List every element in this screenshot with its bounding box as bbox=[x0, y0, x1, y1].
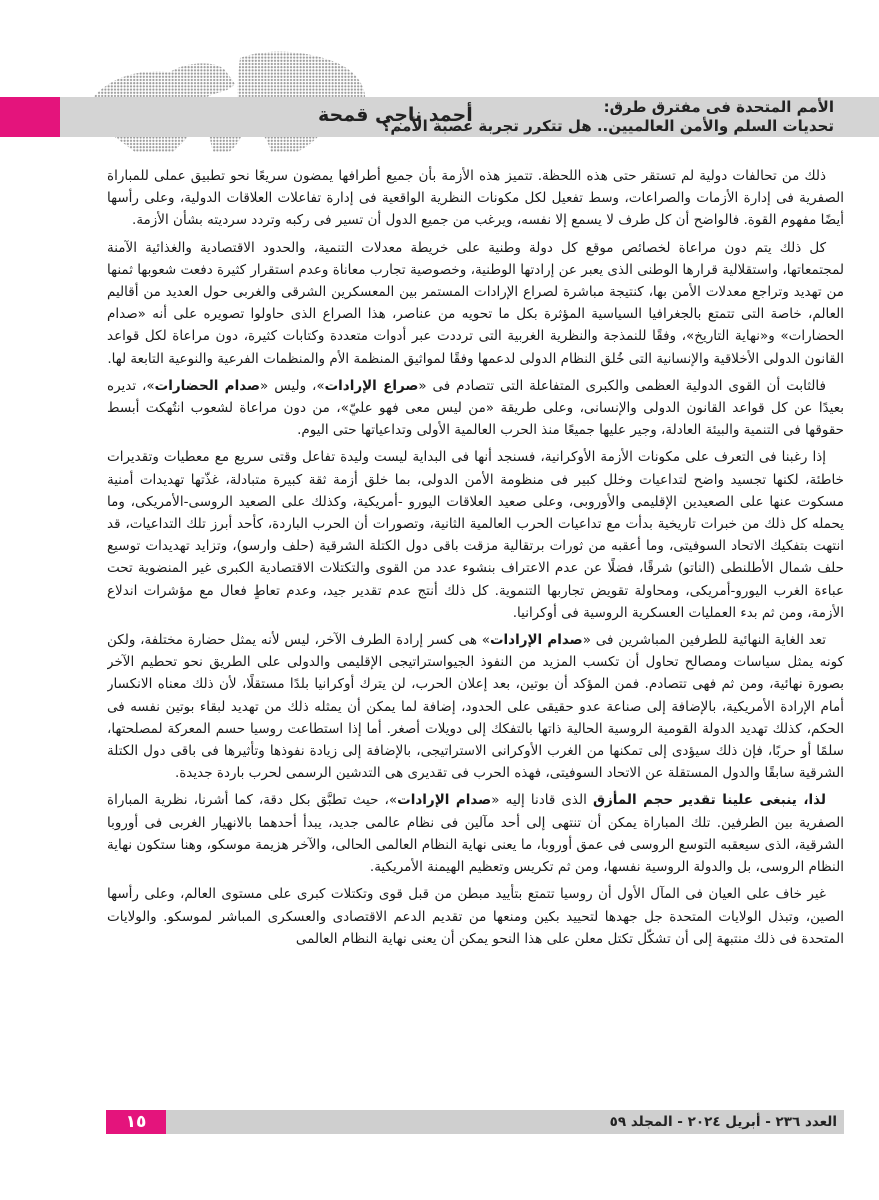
paragraph-3-emphasis-1: صراع الإرادات bbox=[324, 377, 419, 394]
paragraph-6 bbox=[107, 789, 844, 878]
paragraph-3-part-a: فالثابت أن القوى الدولية العظمى والكبرى المتفاعلة التى تتصادم فى « bbox=[418, 377, 826, 394]
paragraph-5 bbox=[107, 629, 844, 784]
paragraph-3-part-c: »، وليس « bbox=[260, 377, 325, 394]
paragraph-6-part-d: »، حيث تطبَّق بكل دقة، كما أشرنا، نظرية المباراة الصفرية بين الطرفين. تلك المباراة يمكن أن تنتهى إلى أحد مآلين فى نظام عالمى جديد، يبدأ أحدهما بالانهيار الغربى فى أوروبا الشرقية، الذى سيعقبه التوسع الروسى فى عمق أوروبا، ما يعنى نهاية النظام العالمى الحالى، والآخر هزيمة موسكو، وهنا ستكون نهاية النظام الروسى، بل والدولة الروسية نفسها، ومن ثم تكريس وتعظيم الهيمنة الأمريكية. bbox=[107, 792, 844, 876]
article-title-line-2: تحديات السلم والأمن العالميين.. هل تتكرر تجربة عصبة الأمم؟ bbox=[381, 117, 834, 135]
paragraph-1: ذلك من تحالفات دولية لم تستقر حتى هذه اللحظة. تتميز هذه الأزمة بأن جميع أطرافها يمضون سريعًا نحو تطبيق عملى للمباراة الصفرية فى إدارة الأزمات والصراعات، وسط تفعيل لكل مكونات النظرية الواقعية فى إدارة تفاعلات العلاقات الدولية، وعلى رأسها أيضًا مفهوم القوة. فالواضح أن كل طرف لا يسمع إلا نفسه، ويرغب من جميع الدول أن تسير فى ركبه وتردد سرديته بشأن الأزمة. bbox=[107, 168, 844, 229]
paragraph-6-emphasis: صدام الإرادات bbox=[397, 792, 492, 809]
header-accent-block bbox=[0, 97, 60, 137]
paragraph-5-emphasis: صدام الإرادات bbox=[489, 632, 583, 649]
paragraph-4: إذا رغبنا فى التعرف على مكونات الأزمة الأوكرانية، فسنجد أنها فى البداية ليست وليدة تفاعل وقتى سريع مع معطيات وتقديرات خاطئة، لكنها تجسيد واضح لتداعيات وخلل كبير فى منظومة الأمن الدولى، بما خلق أزمة ثقة كبيرة متبادلة، غذّتها تهديدات أمنية مسكوت عنها على الصعيدين الإقليمى والأوروبى، وعلى صعيد العلاقات اليورو -أمريكية، وكذلك على الصعيد الروسى-الأمريكى، وما يحمله كل ذلك من خبرات تاريخية بدأت مع تداعيات الحرب العالمية الثانية، وتصورات أن الحرب الباردة، كأحد أبرز تلك التداعيات، قد انتهت بتفكيك الاتحاد السوفيتى، وما أعقبه من ثورات برتقالية مزقت باقى دول الكتلة الشرقية (حلف وارسو)، وتزايد تهديدات توسيع حلف شمال الأطلنطى (الناتو) شرقًا، فضلًا عن عدم الاعتراف بنشوء عدد من القوى والتكتلات الاقتصادية الكبرى غير المنضوية تحت عباءة الغرب اليورو-أمريكى، ومحاولة تقويض تجاربها التنموية. كل ذلك أنتج عدم تقدير جيد، وعدم تعاطٍ فعال مع مؤشرات اندلاع الأزمة، ومن ثم بدء العمليات العسكرية الروسية فى أوكرانيا. bbox=[107, 449, 844, 621]
issue-info: العدد ٢٣٦ - أبريل ٢٠٢٤ - المجلد ٥٩ bbox=[609, 1114, 837, 1130]
paragraph-6-part-b: الذى قادنا إليه « bbox=[491, 792, 593, 809]
paragraph-3-part-e: »، تديره بعيدًا عن كل قواعد القانون الدولى والإنسانى، وعلى طريقة «من ليس معى فهو عليّ»، من دون مراعاة لشعوب انتُهكت أبسط حقوقها فى التنمية والبيئة العادلة، وجير عليها جميعًا منذ الحرب العالمية الأولى وتداعياتها حتى اليوم. bbox=[107, 377, 844, 439]
page-number: ١٥ bbox=[106, 1110, 166, 1134]
article-body bbox=[107, 165, 844, 1090]
paragraph-7: غير خاف على العيان فى المآل الأول أن روسيا تتمتع بتأييد مبطن من قبل قوى وتكتلات كبرى على مستوى العالم، وعلى رأسها الصين، وتبذل الولايات المتحدة جل جهدها لتحييد بكين ومنعها من تقديم الدعم الاقتصادى والعسكرى المباشر لموسكو. والولايات المتحدة فى ذلك منتبهة إلى أن تشكّل تكتل معلن على هذا النحو يمكن أن يعنى نهاية النظام العالمى bbox=[107, 886, 844, 947]
paragraph-3-emphasis-2: صدام الحضارات bbox=[154, 377, 261, 394]
author-name: أحمد ناجى قمحة bbox=[318, 104, 473, 126]
paragraph-2: كل ذلك يتم دون مراعاة لخصائص موقع كل دولة وطنية على خريطة معدلات التنمية، والحدود الاقتصادية والغذائية الآمنة لمجتمعاتها، واستقلالية قرارها الوطنى الذى يعبر عن إرادتها الوطنية، وخصوصية تجارب معاناة وعدم استقرار كثيرة دفعت شعوبها ثمنها من تهديد وتراجع معدلات الأمن بها، كنتيجة مباشرة لصراع الإرادات المستمر بين المعسكرين الشرقى والغربى حول العديد من أقاليم العالم، خاصة التى تتمتع بالجغرافيا السياسية المؤثرة بكل ما تحويه من عناصر، هذا الصراع الذى حاولوا تصويره على أنه «صدام الحضارات» و«نهاية التاريخ»، وفقًا للنمذجة والنظرية الغربية التى ترددت عبر أدوات متعددة وكتابات كثيرة، دون مراعاة لكل قواعد القانون الدولى الأخلاقية والإنسانية التى خُلق النظام الدولى لدعمها وفقًا لمواثيق المنظمة الأم والمنظمات الفرعية والنوعية التابعة لها. bbox=[107, 239, 844, 367]
article-title-line-1: الأمم المتحدة فى مفترق طرق: bbox=[603, 98, 834, 116]
paragraph-5-part-a: تعد الغاية النهائية للطرفين المباشرين فى « bbox=[582, 632, 826, 649]
paragraph-3 bbox=[107, 375, 844, 442]
paragraph-5-part-c: » هى كسر إرادة الطرف الآخر، ليس لأنه يمثل حضارة مختلفة، ولكن كونه يمثل سياسات ومصالح تحاول أن تكسب المزيد من النفوذ الجيواستراتيجى الإقليمى والدولى على الطريق نحو تحطيم الآخر بصورة نهائية، ومن ثم فهى تتصادم. فمن المؤكد أن بوتين، بعد إعلان الحرب، لن يترك أوكرانيا بلدًا مستقلًا، لأن ذلك معناه الانكسار أمام الإرادة الأمريكية، بالإضافة إلى صناعة عدو حقيقى على الحدود، إضافة لما يمكن أن يمثله ذلك من تهديد لبقاء بوتين نفسه فى الحكم، كذلك تهديد الدولة القومية الروسية الحالية ذاتها بالتفكك إلى دويلات أصغر. أما إذا استطاعت روسيا حسم المعركة لمصلحتها، سلمًا أو حربًا، فإن ذلك سيؤدى إلى تمكنها من الغرب الأوكرانى الاستراتيجى، بالإضافة إلى زيادة نفوذها وتأثيرها فى باقى دول الكتلة الشرقية سابقًا والدول المستقلة عن الاتحاد السوفيتى، فهذه الحرب فى تقديرى هى التدشين الرسمى لحرب باردة جديدة. bbox=[107, 632, 844, 782]
paragraph-6-lead: لذا، ينبغى علينا تقدير حجم المأزق bbox=[592, 792, 826, 809]
